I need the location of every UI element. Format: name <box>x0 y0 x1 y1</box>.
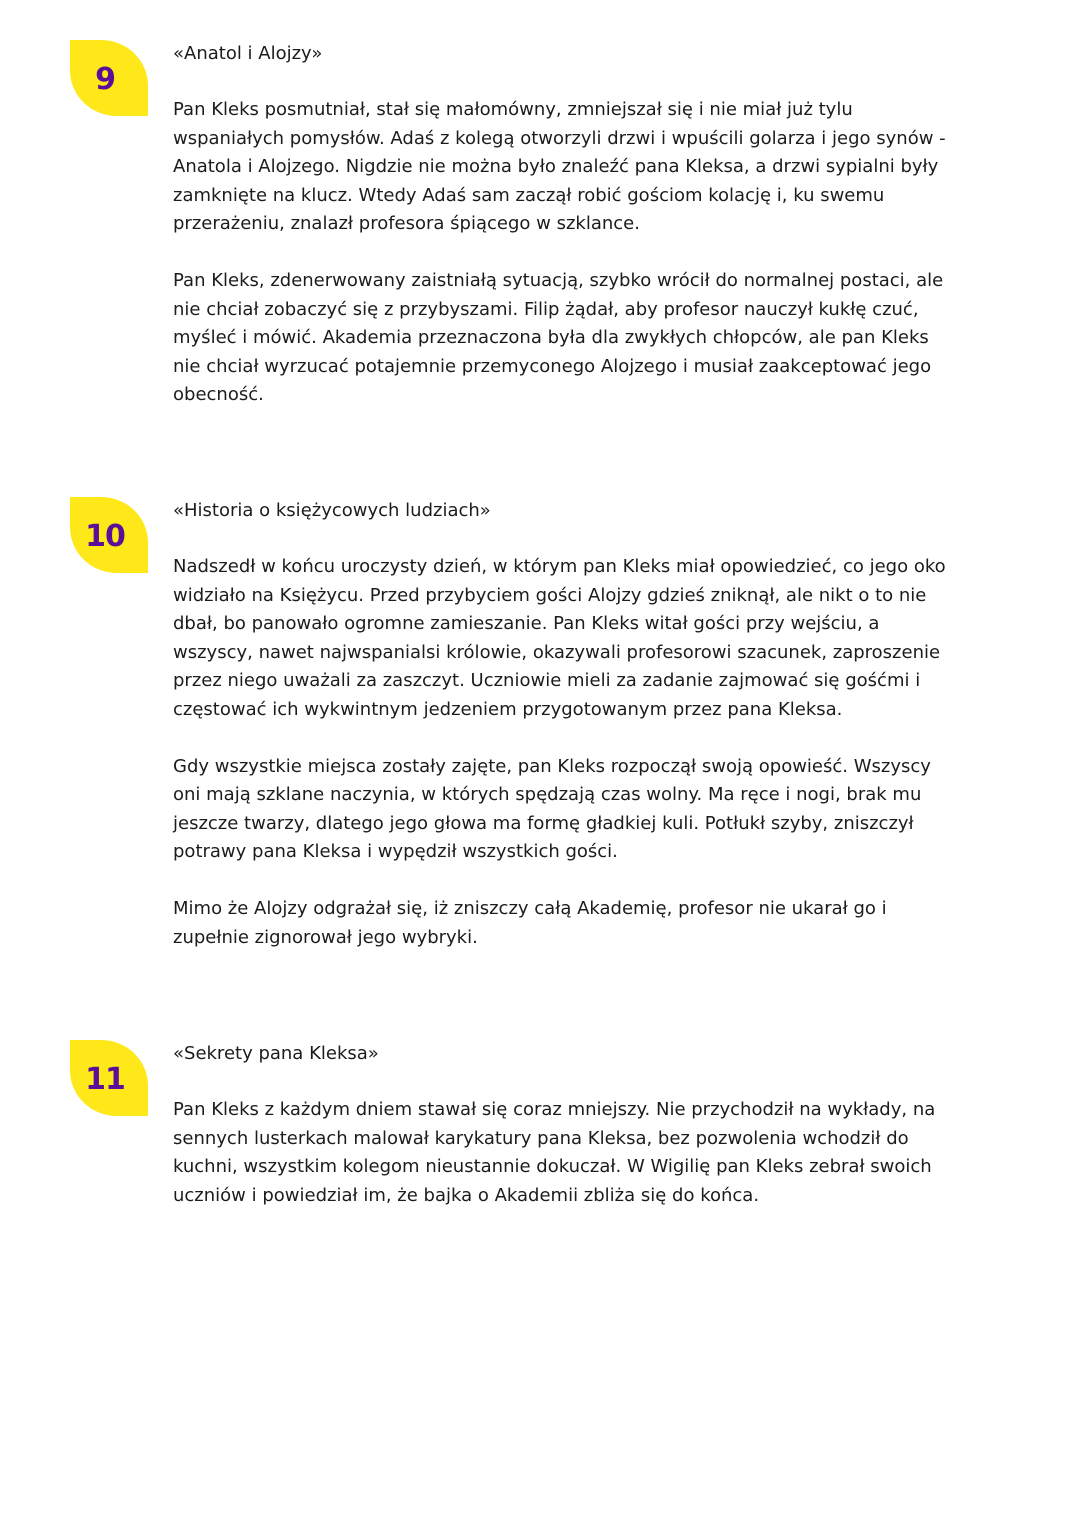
section-content <box>173 1040 1023 1210</box>
paragraph: Pan Kleks, zdenerwowany zaistniałą sytuacją, szybko wrócił do normalnej postaci, ale nie chciał zobaczyć się z przybyszami. Filip żądał, aby profesor nauczył kukłę czuć, myśleć i mówić. Akademia przeznaczona była dla zwykłych chłopców, ale pan Kleks nie chciał wyrzucać potajemnie przemyconego Alojzego i musiał zaakceptować jego obecność. <box>173 269 944 406</box>
section-content <box>173 497 1023 952</box>
section-number: 10 <box>85 518 125 554</box>
paragraph: Gdy wszystkie miejsca zostały zajęte, pan Kleks rozpoczął swoją opowieść. Wszyscy oni mają szklane naczynia, w których spędzają czas wolny. Ma ręce i nogi, brak mu jeszcze twarzy, dlatego jego głowa ma formę gładkiej kuli. Potłukł szyby, zniszczył potrawy pana Kleksa i wypędził wszystkich gości. <box>173 755 931 863</box>
paragraph: Nadszedł w końcu uroczysty dzień, w którym pan Kleks miał opowiedzieć, co jego oko widziało na Księżycu. Przed przybyciem gości Alojzy gdzieś zniknął, ale nikt o to nie dbał, bo panowało ogromne zamieszanie. Pan Kleks witał gości przy wejściu, a wszyscy, nawet najwspanialsi królowie, okazywali profesorowi szacunek, zaproszenie przez niego uważali za zaszczyt. Uczniowie mieli za zadanie zajmować się gośćmi i częstować ich wykwintnym jedzeniem przygotowanym przez pana Kleksa. <box>173 556 946 720</box>
section-title: «Anatol i Alojzy» <box>173 43 323 64</box>
section-number: 11 <box>85 1061 125 1097</box>
section-number-badge <box>70 497 148 573</box>
section-title: «Sekrety pana Kleksa» <box>173 1043 379 1064</box>
section-number-badge <box>70 40 148 116</box>
paragraph: Pan Kleks z każdym dniem stawał się coraz mniejszy. Nie przychodził na wykłady, na sennych lusterkach malował karykatury pana Kleksa, bez pozwolenia wchodził do kuchni, wszystkim kolegom nieustannie dokuczał. W Wigilię pan Kleks zebrał swoich uczniów i powiedział im, że bajka o Akademii zbliża się do końca. <box>173 1099 936 1206</box>
section-title: «Historia o księżycowych ludziach» <box>173 500 491 521</box>
paragraph: Mimo że Alojzy odgrażał się, iż zniszczy całą Akademię, profesor nie ukarał go i zupełnie zignorował jego wybryki. <box>173 897 887 948</box>
section-content <box>173 40 1023 410</box>
section-number: 9 <box>95 61 115 97</box>
paragraph: Pan Kleks posmutniał, stał się małomówny, zmniejszał się i nie miał już tylu wspaniałych pomysłów. Adaś z kolegą otworzyli drzwi i wpuścili golarza i jego synów - Anatola i Alojzego. Nigdzie nie można było znaleźć pana Kleksa, a drzwi sypialni były zamknięte na klucz. Wtedy Adaś sam zaczął robić gościom kolację i, ku swemu przerażeniu, znalazł profesora śpiącego w szklance. <box>173 99 946 235</box>
section-number-badge <box>70 1040 148 1116</box>
